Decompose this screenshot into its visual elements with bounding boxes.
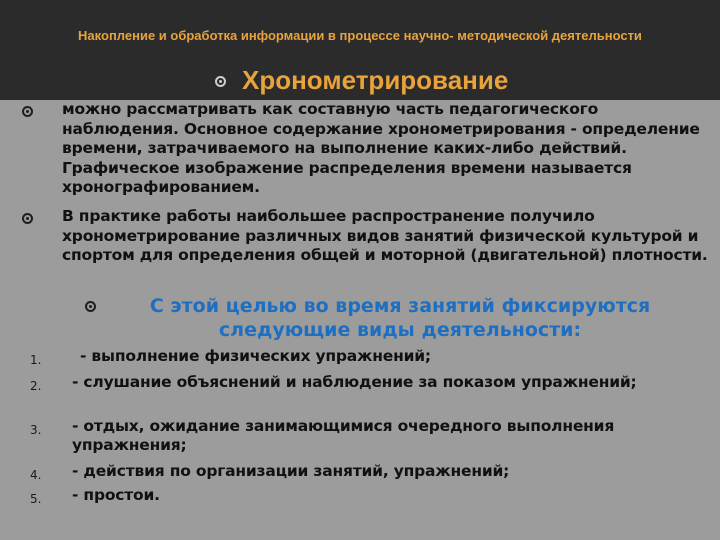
list-text: - выполнение физических упражнений; bbox=[80, 347, 431, 365]
slide-header bbox=[0, 0, 720, 100]
list-number: 1. bbox=[30, 353, 42, 367]
list-text: - отдых, ожидание занимающимися очередного выполнения упражнения; bbox=[72, 417, 615, 454]
paragraph: В практике работы наибольшее распространение получило хронометрирование различных видов занятий физической культурой и спортом для определения общей и моторной (двигательной) плотности. bbox=[62, 207, 708, 264]
circle-bullet-icon bbox=[215, 76, 226, 87]
highlight-text: С этой целью во время занятий фиксируются следующие виды деятельности: bbox=[149, 295, 651, 341]
subtitle-row bbox=[0, 65, 720, 98]
list-number: 3. bbox=[30, 423, 42, 437]
circle-bullet-icon bbox=[22, 106, 33, 117]
slide-title: Накопление и обработка информации в процессе научно- методической деятельности bbox=[78, 28, 642, 43]
list-text: - действия по организации занятий, упражнений; bbox=[72, 462, 510, 480]
circle-bullet-icon bbox=[85, 301, 96, 312]
circle-bullet-icon bbox=[22, 213, 33, 224]
list-text: - слушание объяснений и наблюдение за показом упражнений; bbox=[72, 373, 637, 391]
paragraph: можно рассматривать как составную часть педагогического наблюдения. Основное содержание хронометрирования - определение времени, затрачиваемого на выполнение каких-либо действий. Графическое изображение распределения времени называется хронографированием. bbox=[62, 100, 700, 196]
list-text: - простои. bbox=[72, 486, 160, 504]
list-number: 2. bbox=[30, 379, 42, 393]
list-number: 4. bbox=[30, 468, 42, 482]
slide-subtitle: Хронометрирование bbox=[242, 65, 509, 95]
list-number: 5. bbox=[30, 492, 42, 506]
